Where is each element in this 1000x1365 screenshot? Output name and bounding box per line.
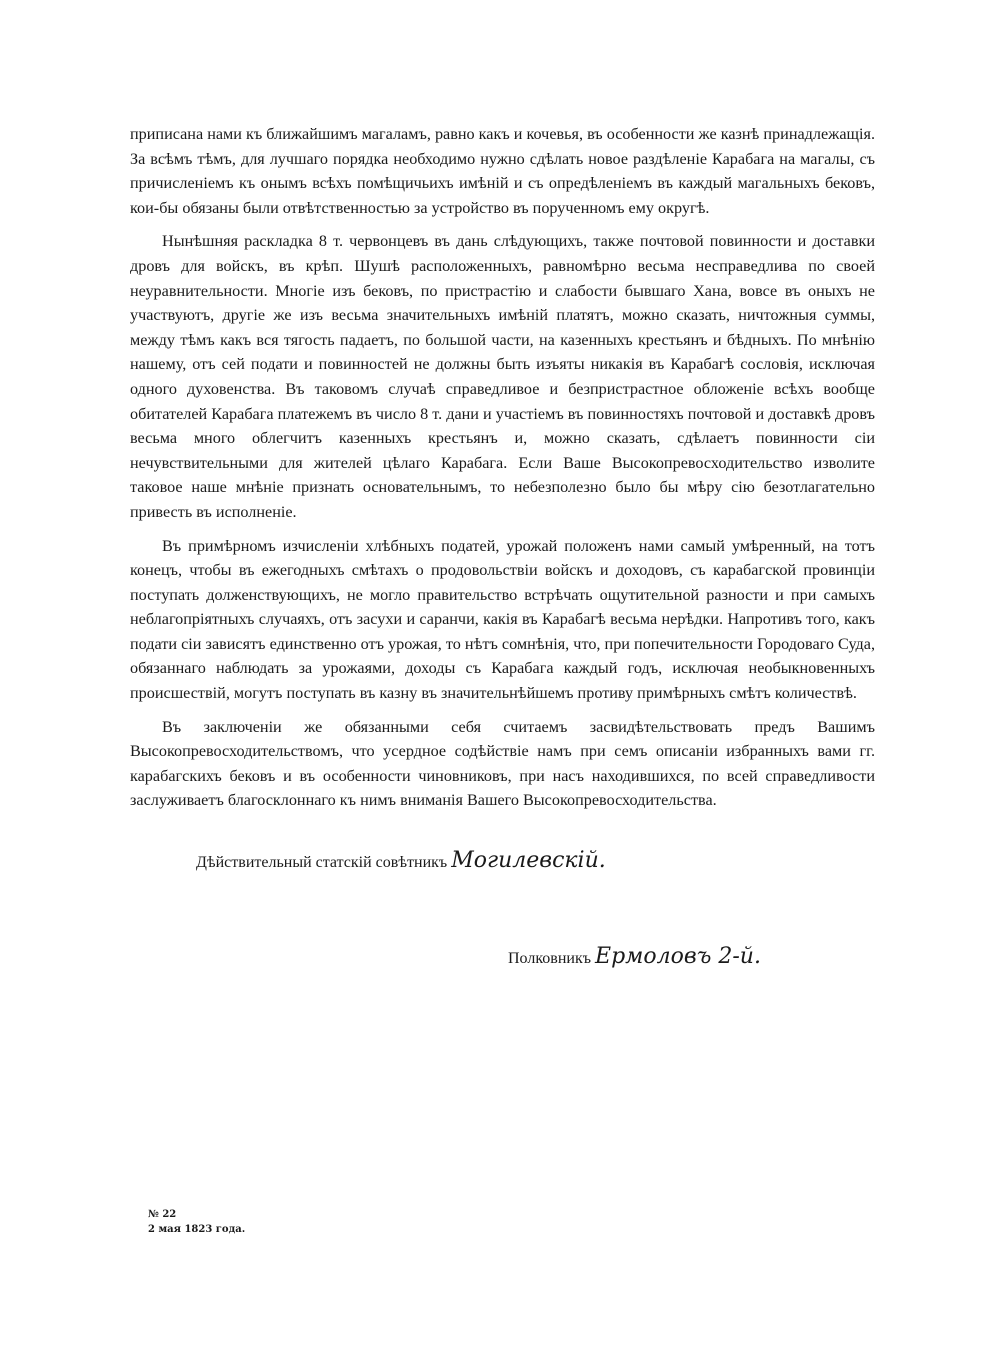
document-date: 2 мая 1823 года. (148, 1224, 246, 1235)
signature-colonel-title: Полковникъ (508, 950, 592, 967)
signature-colonel-name: Ермоловъ 2-й. (595, 944, 761, 969)
document-number: № 22 (148, 1209, 177, 1220)
document-footnote (148, 1207, 245, 1237)
signature-colonel (508, 944, 761, 969)
paragraph-4: Въ заключеніи же обязанными себя считаемъ засвидѣтельствовать предъ Вашимъ Высокопревосходительствомъ, что усердное содѣйствіе намъ при семъ описаніи избранныхъ вами гг. карабагскихъ бековъ и въ особенности чиновниковъ, при насъ находившихся, по всей справедливости заслуживаетъ благосклоннаго къ нимъ вниманія Вашего Высокопревосходительства. (130, 717, 875, 810)
signature-councillor-title: Дѣйствительный статскій совѣтникъ (196, 854, 448, 871)
paragraph-1: приписана нами къ ближайшимъ магаламъ, равно какъ и кочевья, въ особенности же казнѣ принадлежащія. За всѣмъ тѣмъ, для лучшаго порядка необходимо нужно сдѣлать новое раздѣленіе Карабага на магалы, съ причисленіемъ къ онымъ всѣхъ помѣщичьихъ имѣній и съ опредѣленіемъ въ каждый магальныхъ бековъ, кои-бы обязаны были отвѣтственностью за устройство въ порученномъ ему округѣ. (130, 125, 875, 217)
document-body (130, 122, 875, 822)
signature-councillor (196, 848, 606, 873)
paragraph-3: Въ примѣрномъ изчисленіи хлѣбныхъ податей, урожай положенъ нами самый умѣренный, на тотъ конецъ, чтобы въ ежегодныхъ смѣтахъ о продовольствіи войскъ и доходовъ, съ карабагской провинціи поступать долженствующихъ, не могло правительство встрѣчать ощутительной разности и при самыхъ неблагопріятныхъ случаяхъ, отъ засухи и саранчи, какія въ Карабагѣ весьма нерѣдки. Напротивъ того, какъ подати сіи зависятъ единственно отъ урожая, то нѣтъ сомнѣнія, что, при попечительности Городоваго Суда, обязаннаго наблюдать за урожаями, доходы съ Карабага каждый годъ, исключая необыкновенныхъ происшествій, могутъ поступать въ казну въ значительнѣйшемъ противу примѣрныхъ смѣтъ количествѣ. (130, 536, 875, 703)
paragraph-2: Нынѣшняя раскладка 8 т. червонцевъ въ дань слѣдующихъ, также почтовой повинности и доставки дровъ для войскъ, въ крѣп. Шушѣ расположенныхъ, равномѣрно весьма несправедлива по своей неуравнительности. Многіе изъ бековъ, по пристрастію и слабости бывшаго Хана, вовсе въ оныхъ не участвуютъ, другіе же изъ весьма значительныхъ имѣній платятъ, можно сказать, ничтожныя суммы, между тѣмъ какъ вся тягость падаетъ, по большой части, на казенныхъ крестьянъ и бѣдныхъ. По мнѣнію нашему, отъ сей подати и повинностей не должны быть изъяты никакія въ Карабагѣ сословія, исключая одного духовенства. Въ таковомъ случаѣ справедливое и безпристрастное обложеніе всѣхъ вообще обитателей Карабага платежемъ въ число 8 т. дани и участіемъ въ повинностяхъ почтовой и доставкѣ дровъ весьма много облегчитъ казенныхъ крестьянъ и, можно сказать, сдѣлаетъ повинности сіи нечувствительными для жителей цѣлаго Карабага. Если Ваше Высокопревосходительство изволите таковое наше мнѣніе признать основательнымъ, то небезполезно было бы мѣру сію безотлагательно привесть въ исполненіе. (130, 232, 875, 521)
signature-councillor-name: Могилевскій. (451, 848, 606, 873)
